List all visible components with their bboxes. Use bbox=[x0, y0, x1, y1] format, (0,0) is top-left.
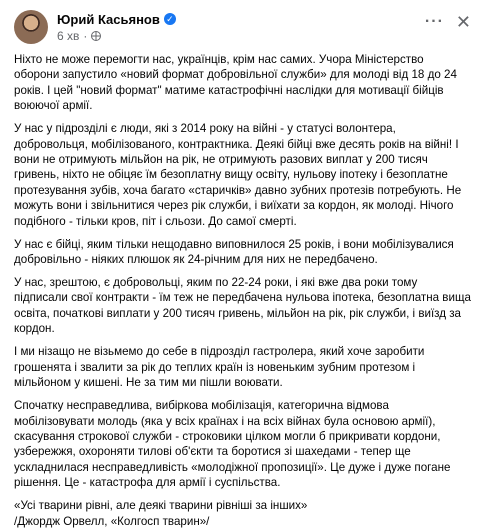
post-time[interactable]: 6 хв bbox=[57, 28, 80, 43]
meta-separator: · bbox=[83, 28, 88, 43]
post-actions bbox=[425, 12, 471, 33]
post-meta bbox=[57, 29, 176, 43]
post-header bbox=[14, 10, 471, 44]
post-quote: «Усі тварини рівні, але деякі тварини рівніші за інших» /Джордж Орвелл, «Колгосп тварин»/ bbox=[14, 499, 308, 528]
more-options-icon[interactable]: ··· bbox=[424, 13, 444, 30]
post-paragraph-3: У нас є бійці, яким тільки нещодавно виповнилося 25 років, і вони мобілізувалися добровільно - ніяких плюшок як 24-річним для них не передбачено. bbox=[14, 237, 454, 267]
avatar[interactable] bbox=[14, 10, 48, 44]
post-body bbox=[14, 52, 471, 529]
post-paragraph-6: Спочатку несправедлива, вибіркова мобілізація, категорична відмова мобілізовувати молодь (яка у всіх країнах і на всіх війнах була основою армії), скасування строкової служби - строковики цілком могли б прикривати кордони, узбережжя, охороняти тилові об'єкти та боротися зі шахедами - тепер ще ускладнилася несправедливість «молодіжної пропозиції». Це дуже і дуже погане рішення. Це - катастрофа для армії і суспільства. bbox=[14, 399, 451, 490]
post-paragraph-5: І ми нізащо не візьмемо до себе в підрозділ гастролера, який хоче заробити грошенята і звалити за рік до теплих країн із новеньким зубним протезом і мільйоном у кишені. Не за тим ми пішли воювати. bbox=[14, 345, 425, 390]
close-icon[interactable]: ✕ bbox=[455, 11, 471, 32]
post-paragraph-4: У нас, зрештою, є добровольці, яким по 22-24 роки, і які вже два роки тому підписали свої контракти - їм теж не передбачена нульова іпотека, безоплатна вища освіта, початкові виплати у 200 тисяч гривень, мільйон на рік, рік служби, і виїзд за кордон. bbox=[14, 276, 471, 336]
verified-badge-icon: ✓ bbox=[164, 13, 176, 25]
author-name[interactable]: Юрий Касьянов bbox=[57, 11, 160, 27]
post-paragraph-1: Ніхто не може перемогти нас, українців, крім нас самих. Учора Міністерство оборони запустило «новий формат добровільної служби» для молоді від 18 до 24 років. І цей "новий формат" матиме катастрофічні наслідки для мотивації бійців воюючої армії. bbox=[14, 53, 457, 113]
author-info bbox=[57, 12, 176, 43]
globe-icon bbox=[91, 31, 101, 41]
author-name-row bbox=[57, 12, 176, 27]
post-paragraph-2: У нас у підрозділі є люди, які з 2014 року на війні - у статусі волонтера, добровольця, мобілізованого, контрактника. Деякі бійці вже десять років на війні! І вони не отримують мільйон на рік, не отримують разових виплат у 200 тисяч гривень, ніхто не обіцяє їм безоплатну вищу освіту, нульову іпотеку і безоплатне протезування зубів, хоча багато «старичків» давно зубних протезів потребують. Не можуть вони і звільнитися через рік служби, і виїхати за кордон, як молоді. Нічого подібного - тільки кров, піт і сльози. До самої смерті. bbox=[14, 122, 462, 228]
